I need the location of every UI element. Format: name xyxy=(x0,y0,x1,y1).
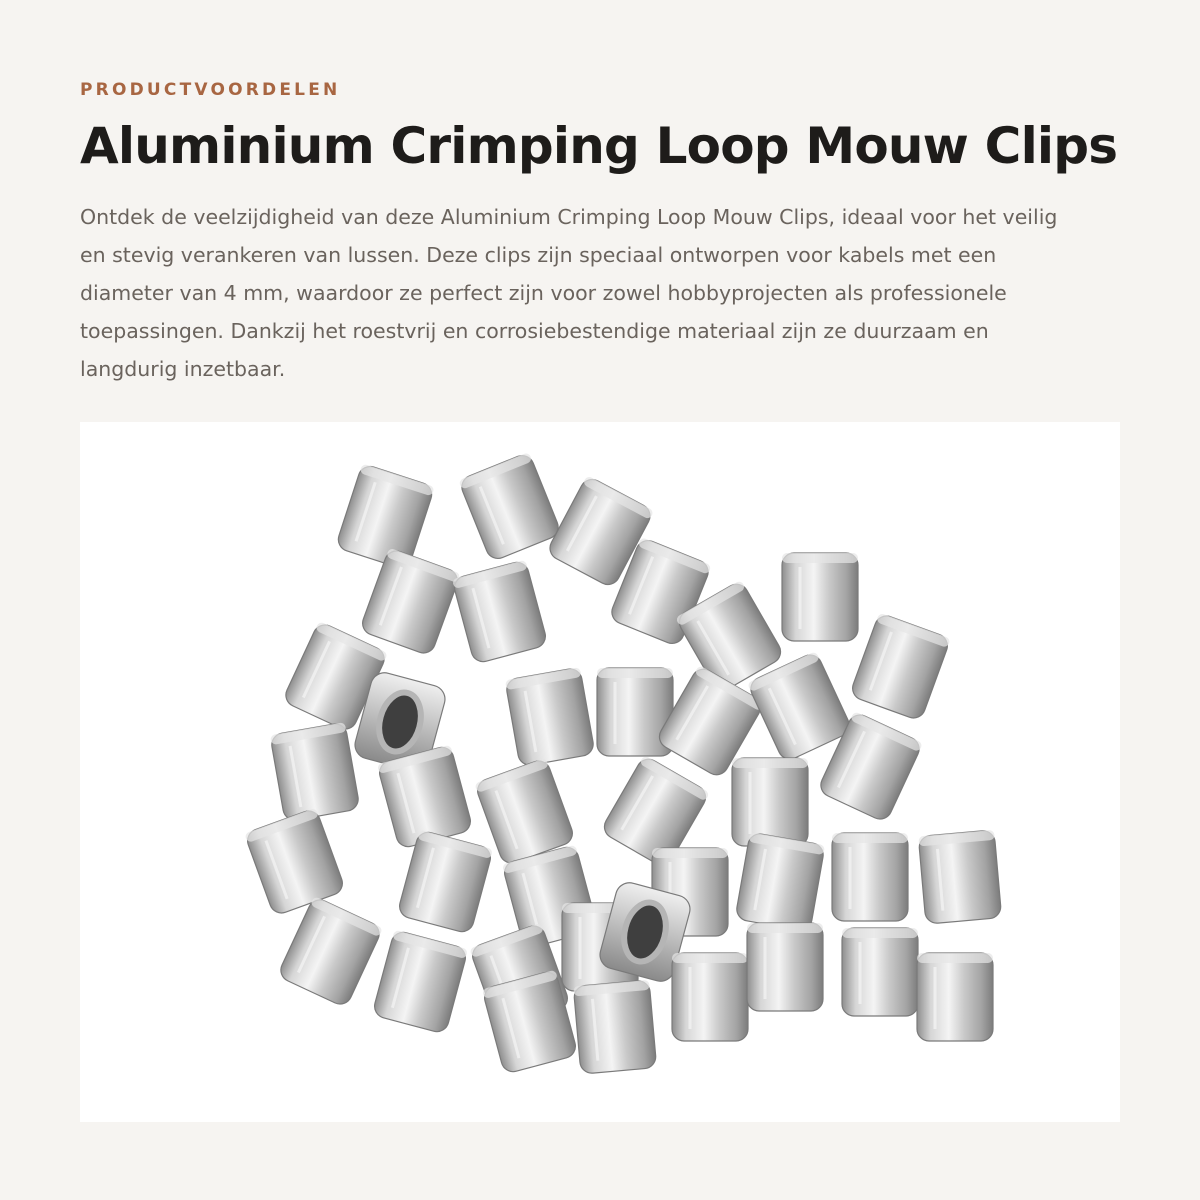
product-title: Aluminium Crimping Loop Mouw Clips xyxy=(80,117,1118,175)
section-eyebrow: PRODUCTVOORDELEN xyxy=(80,80,341,100)
crimp-sleeves-photo xyxy=(80,422,1120,1122)
sleeve-pile xyxy=(244,452,1001,1074)
product-image-panel xyxy=(80,422,1120,1122)
product-description: Ontdek de veelzijdigheid van deze Aluminium Crimping Loop Mouw Clips, ideaal voor het veilig en stevig verankeren van lussen. Deze clips zijn speciaal ontworpen voor kabels met een diameter van 4 mm, waardoor ze perfect zijn voor zowel hobbyprojecten als professionele toepassingen. Dankzij het roestvrij en corrosiebestendige materiaal zijn ze duurzaam en langdurig inzetbaar. xyxy=(80,205,1058,381)
